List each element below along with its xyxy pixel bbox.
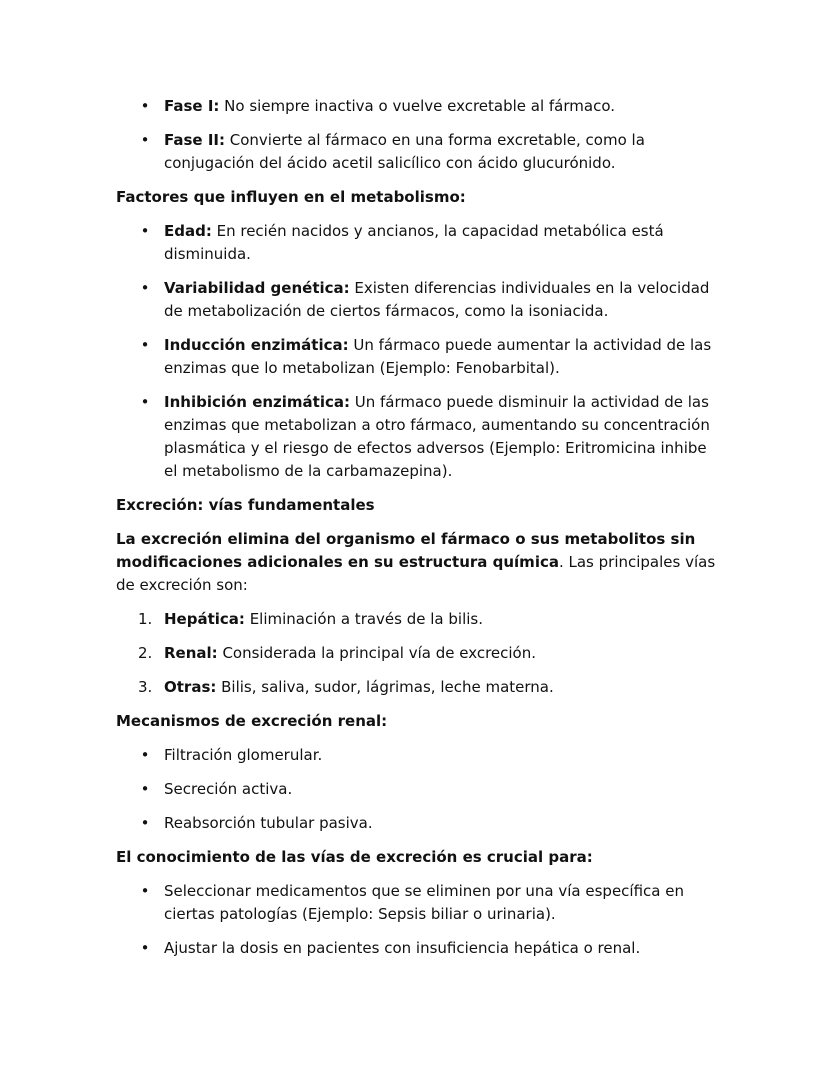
bullet-icon: •: [140, 393, 150, 411]
bullet-icon: •: [140, 746, 150, 764]
item-label: Fase II:: [164, 131, 225, 149]
bullet-icon: •: [140, 939, 150, 957]
vias-list: [116, 608, 716, 699]
list-item: [116, 778, 716, 801]
document-content: [116, 95, 716, 971]
item-text: Un fármaco puede disminuir la actividad de las enzimas que metabolizan a otro fármaco, aumentando su concentración plasmática y el riesgo de efectos adversos (Ejemplo: Eritromicina inhibe el metabolismo de la carbamazepina).: [164, 393, 710, 480]
list-item: [116, 391, 716, 483]
bullet-icon: •: [140, 279, 150, 297]
item-text: Considerada la principal vía de excreción.: [217, 644, 537, 662]
list-item: [116, 608, 716, 631]
list-item: [116, 880, 716, 926]
factores-list: [116, 220, 716, 483]
bullet-icon: •: [140, 97, 150, 115]
list-item: [116, 676, 716, 699]
item-label: Otras:: [164, 678, 217, 696]
item-text: Bilis, saliva, sudor, lágrimas, leche materna.: [216, 678, 554, 696]
mecanismos-heading: Mecanismos de excreción renal:: [116, 712, 388, 730]
item-text: Filtración glomerular.: [164, 746, 323, 764]
list-item: [116, 642, 716, 665]
intro-rest-text: . Las principales vías de excreción son:: [116, 553, 716, 594]
excrecion-intro: [116, 528, 716, 597]
list-item: [116, 334, 716, 380]
item-label: Hepática:: [164, 610, 245, 628]
item-label: Fase I:: [164, 97, 220, 115]
item-number: 1.: [138, 610, 153, 628]
item-text: Ajustar la dosis en pacientes con insuficiencia hepática o renal.: [164, 939, 641, 957]
item-text: No siempre inactiva o vuelve excretable al fármaco.: [219, 97, 616, 115]
bullet-icon: •: [140, 336, 150, 354]
list-item: [116, 129, 716, 175]
item-text: En recién nacidos y ancianos, la capacidad metabólica está disminuida.: [164, 222, 664, 263]
item-text: Convierte al fármaco en una forma excretable, como la conjugación del ácido acetil salicílico con ácido glucurónido.: [164, 131, 645, 172]
item-label: Renal:: [164, 644, 218, 662]
bullet-icon: •: [140, 131, 150, 149]
bullet-icon: •: [140, 814, 150, 832]
item-label: Variabilidad genética:: [164, 279, 350, 297]
item-text: Reabsorción tubular pasiva.: [164, 814, 373, 832]
factores-heading: Factores que influyen en el metabolismo:: [116, 188, 466, 206]
intro-bold-text: La excreción elimina del organismo el fármaco o sus metabolitos sin modificaciones adicionales en su estructura química: [116, 530, 696, 571]
item-text: Eliminación a través de la bilis.: [244, 610, 483, 628]
item-text: Secreción activa.: [164, 780, 293, 798]
excrecion-heading: Excreción: vías fundamentales: [116, 496, 375, 514]
bullet-icon: •: [140, 222, 150, 240]
list-item: [116, 95, 716, 118]
item-text: Existen diferencias individuales en la velocidad de metabolización de ciertos fármacos, como la isoniacida.: [164, 279, 710, 320]
list-item: [116, 812, 716, 835]
item-number: 3.: [138, 678, 153, 696]
bullet-icon: •: [140, 882, 150, 900]
item-label: Inducción enzimática:: [164, 336, 349, 354]
mecanismos-list: [116, 744, 716, 835]
list-item: [116, 937, 716, 960]
item-label: Edad:: [164, 222, 212, 240]
bullet-icon: •: [140, 780, 150, 798]
item-text: Seleccionar medicamentos que se eliminen por una vía específica en ciertas patologías (Ejemplo: Sepsis biliar o urinaria).: [164, 882, 684, 923]
list-item: [116, 220, 716, 266]
fases-list: [116, 95, 716, 175]
list-item: [116, 277, 716, 323]
conocimiento-list: [116, 880, 716, 960]
item-label: Inhibición enzimática:: [164, 393, 350, 411]
list-item: [116, 744, 716, 767]
item-number: 2.: [138, 644, 153, 662]
item-text: Un fármaco puede aumentar la actividad de las enzimas que lo metabolizan (Ejemplo: Fenobarbital).: [164, 336, 712, 377]
conocimiento-heading: El conocimiento de las vías de excreción es crucial para:: [116, 848, 593, 866]
